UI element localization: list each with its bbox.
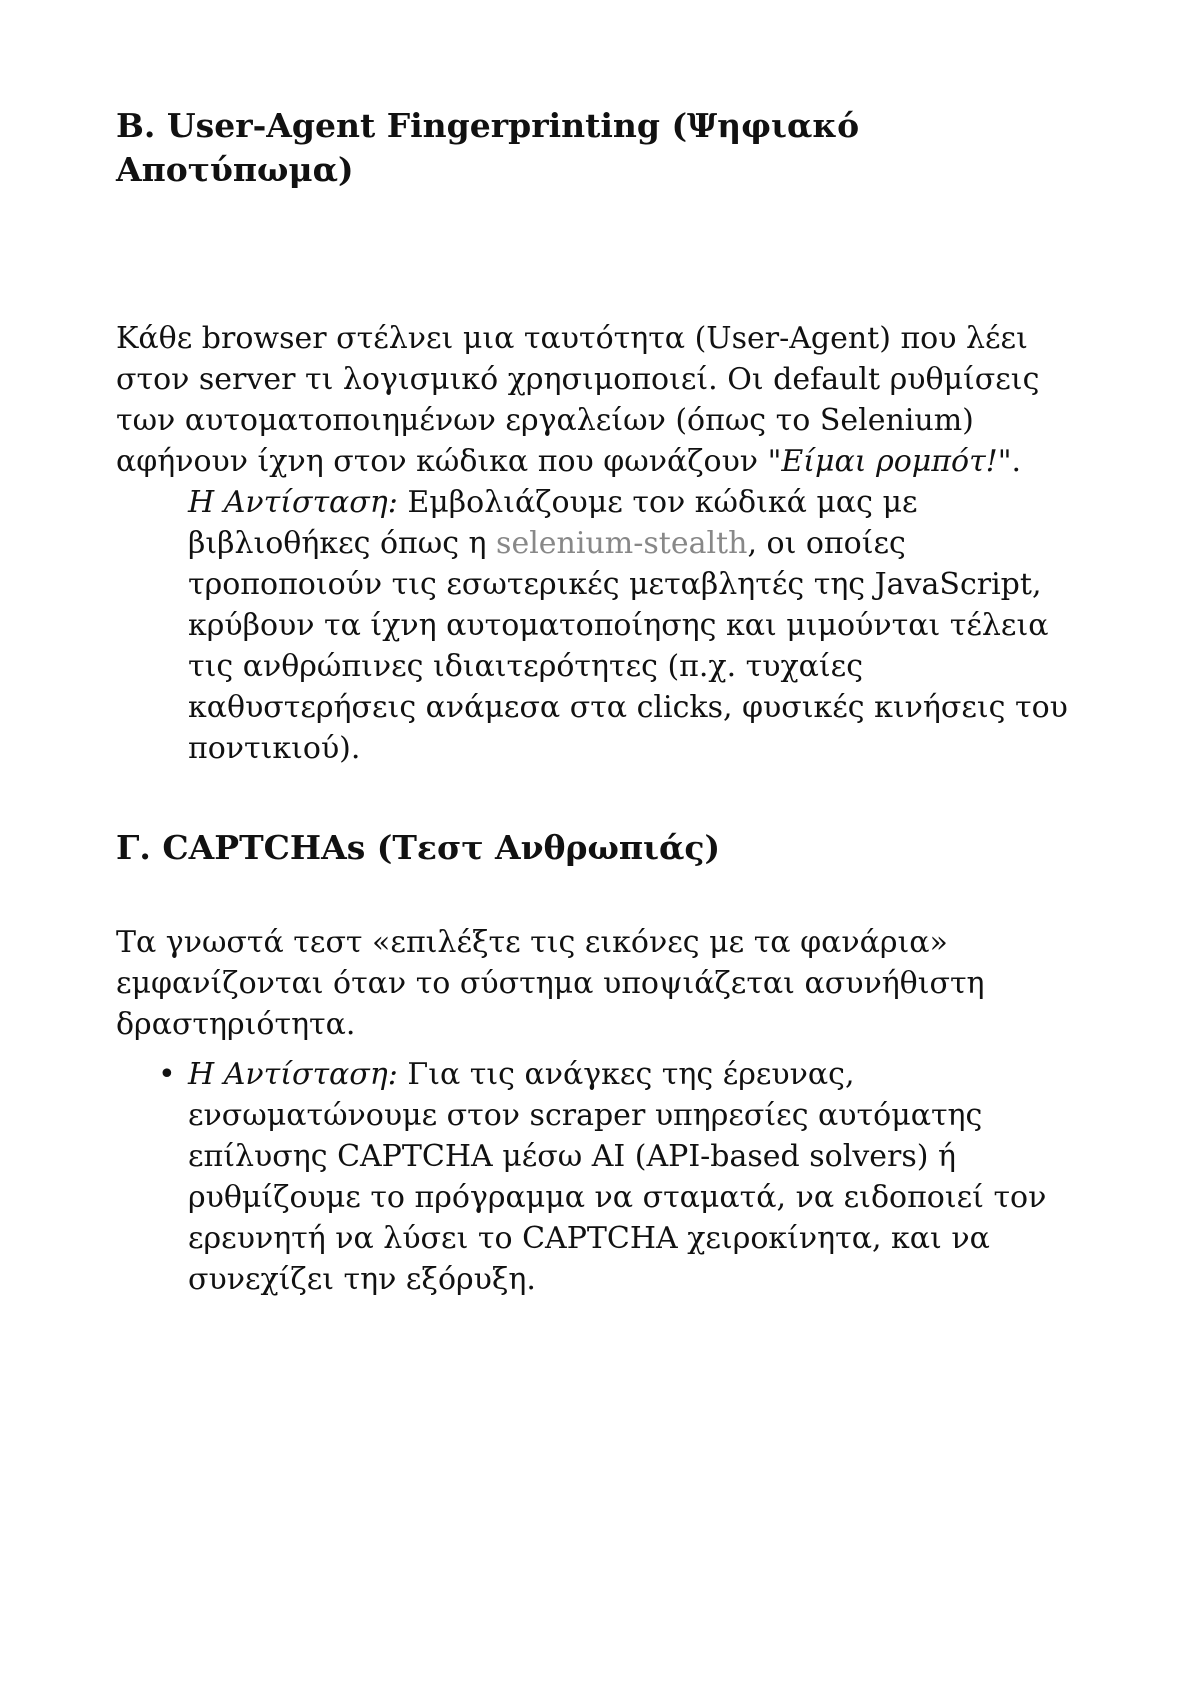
- section-c-heading: Γ. CAPTCHAs (Τεστ Ανθρωπιάς): [116, 828, 721, 867]
- countermeasure-label: Η Αντίσταση:: [188, 1057, 398, 1092]
- section-b-heading-line1: B. User-Agent Fingerprinting (Ψηφιακό: [116, 106, 860, 145]
- section-b-paragraph-end: .: [1011, 444, 1022, 479]
- countermeasure-label: Η Αντίσταση:: [188, 485, 398, 520]
- countermeasure-text-before: Εμβολιάζουμε τον κώδικά μας με βιβλιοθήκες όπως η: [188, 485, 918, 561]
- section-c-bullet-list: [158, 1054, 1088, 1300]
- section-b-countermeasure: [188, 482, 1088, 769]
- section-c-paragraph: Τα γνωστά τεστ «επιλέξτε τις εικόνες με τα φανάρια» εμφανίζονται όταν το σύστημα υποψιάζεται ασυνήθιστη δραστηριότητα.: [116, 925, 985, 1042]
- countermeasure-text: Για τις ανάγκες της έρευνας, ενσωματώνουμε στον scraper υπηρεσίες αυτόματης επίλυσης CAPTCHA μέσω AI (API-based solvers) ή ρυθμίζουμε το πρόγραμμα να σταματά, να ειδοποιεί τον ερευνητή να λύσει το CAPTCHA χειροκίνητα, και να συνεχίζει την εξόρυξη.: [188, 1057, 1047, 1297]
- section-b-paragraph: [116, 318, 1076, 482]
- bullet-icon: •: [158, 1057, 176, 1092]
- robot-quote: "Είμαι ρομπότ!": [767, 444, 1012, 479]
- countermeasure-text-after: , οι οποίες τροποποιούν τις εσωτερικές μεταβλητές της JavaScript, κρύβουν τα ίχνη αυτοματοποίησης και μιμούνται τέλεια τις ανθρώπινες ιδιαιτερότητες (π.χ. τυχαίες καθυστερήσεις ανάμεσα στα clicks, φυσικές κινήσεις του ποντικιού).: [188, 526, 1068, 766]
- selenium-stealth-link[interactable]: selenium-stealth: [496, 526, 748, 561]
- section-b-paragraph-text: Κάθε browser στέλνει μια ταυτότητα (User-Agent) που λέει στον server τι λογισμικό χρησιμοποιεί. Οι default ρυθμίσεις των αυτοματοποιημένων εργαλείων (όπως το Selenium) αφήνουν ίχνη στον κώδικα που φωνάζουν: [116, 321, 1040, 479]
- section-b-heading-line2: Αποτύπωμα): [116, 150, 354, 189]
- list-item: [158, 1054, 1088, 1300]
- section-b-heading: [116, 104, 1076, 192]
